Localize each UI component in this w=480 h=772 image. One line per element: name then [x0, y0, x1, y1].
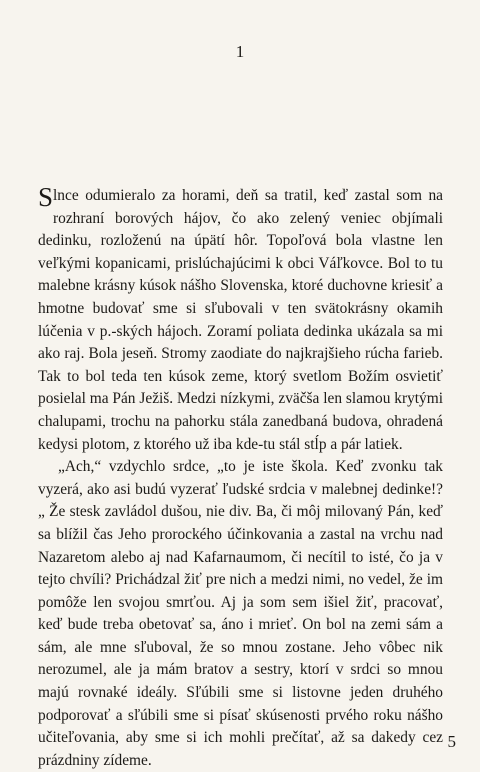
drop-cap-initial: S	[38, 182, 54, 212]
paragraph-1-text: lnce odumieralo za horami, deň sa tratil, keď zastal som na rozhraní borových hájov, čo ako zelený veniec objímali dedinku, rozloženú na úpätí hôr. Topoľová bola vlastne len veľkými kopanicami, prislúchajúcimi k obci Váľkovce. Bol to tu malebne krásny kúsok nášho Slovenska, ktoré duchovne kriesiť a hmotne budovať sme si sľubovali v ten svätokrásny okamih lúčenia v p.-ských hájoch. Zoramí poliata dedinka ukázala sa mi ako raj. Bola jeseň. Stromy zaodiate do najkrajšieho rúcha farieb. Tak to bol teda ten kúsok zeme, ktorý svetlom Božím osvietiť posielal ma Pán Ježiš. Medzi nízkymi, zväčša len slamou krytými chalupami, trochu na pahorku stála zanedbaná budova, ohradená kedysi plotom, z ktorého už iba kde-tu stál stĺp a pár latiek.	[38, 187, 443, 453]
paragraph-1	[38, 182, 443, 456]
page-number: 5	[447, 732, 456, 751]
chapter-number: 1	[235, 42, 245, 61]
body-text	[38, 182, 443, 772]
paragraph-2: „Ach,“ vzdychlo srdce, „to je iste škola. Keď zvonku tak vyzerá, ako asi budú vyzerať ľudské srdcia v malebnej dedinke!?„ Že stesk zavládol dušou, nie div. Ba, či môj milovaný Pán, keď sa blížil čas Jeho prorockého účinkovania a zastal na vrchu nad Nazaretom alebo aj nad Kafarnaumom, či necítil to isté, čo ja v tejto chvíli? Prichádzal žiť pre nich a medzi nimi, no vedel, že im pomôže len svojou smrťou. Aj ja som sem išiel žiť, pracovať, keď bude treba obetovať sa, áno i mrieť. On bol na zemi sám a sám, ale mne sľuboval, že so mnou zostane. Jeho vôbec nik nerozumel, ale ja mám bratov a sestry, ktorí v srdci so mnou majú rovnaké ideály. Sľúbili sme si listovne jeden druhého podporovať a sľúbili sme si písať skúsenosti prvého roku nášho učiteľovania, aby sme si ich mohli prečítať, až sa dakedy cez prázdniny zídeme.	[38, 458, 443, 769]
